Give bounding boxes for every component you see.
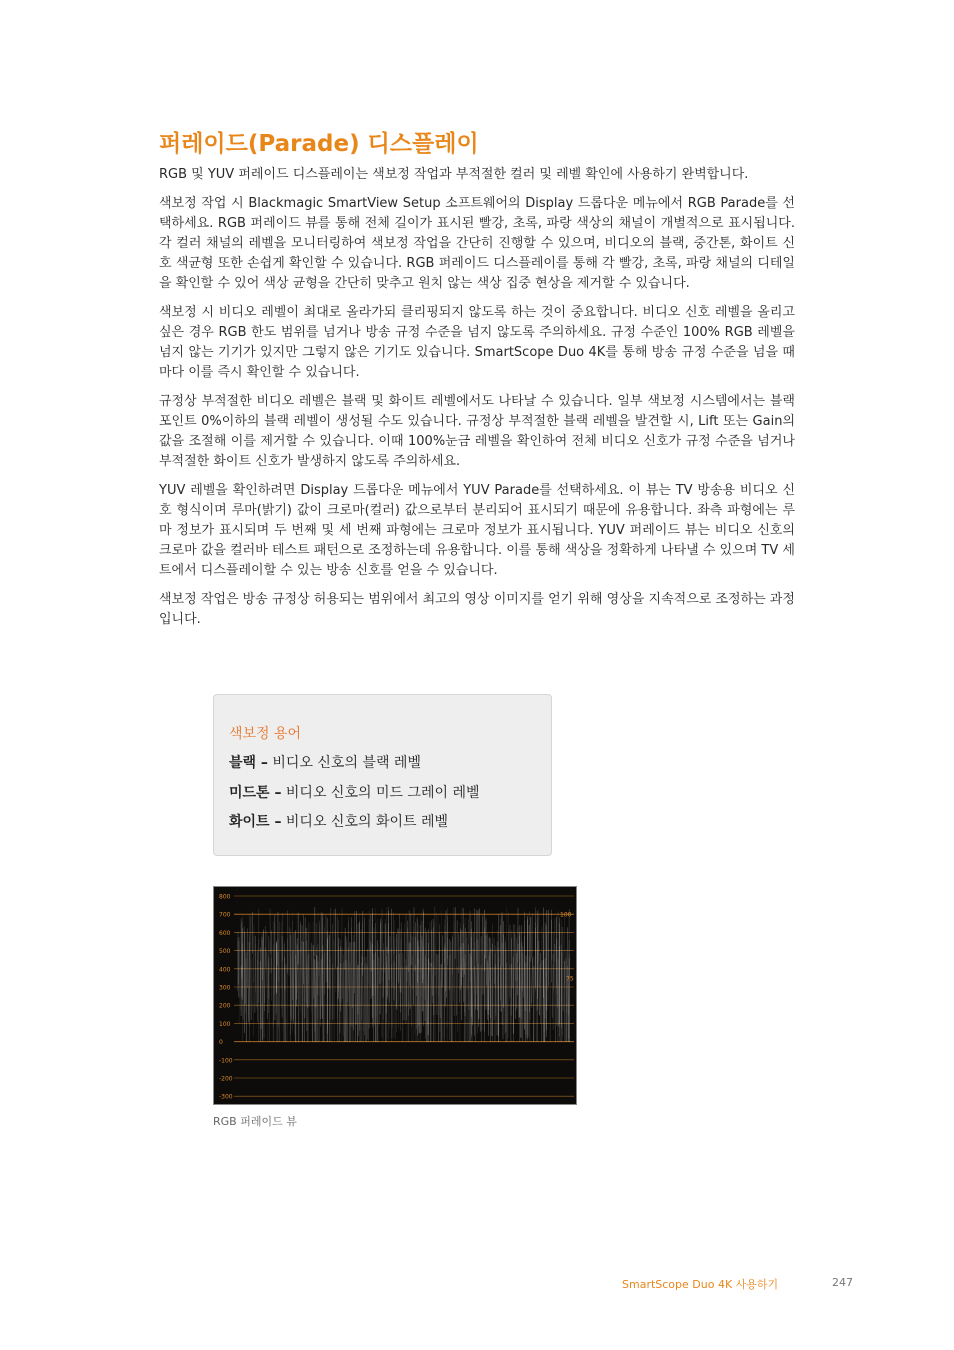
page-heading: 퍼레이드(Parade) 디스플레이 bbox=[159, 131, 479, 157]
glossary-desc: 비디오 신호의 블랙 레벨 bbox=[272, 755, 421, 771]
paragraph: 규정상 부적절한 비디오 레벨은 블랙 및 화이트 레벨에서도 나타날 수 있습니다. 일부 색보정 시스템에서는 블랙 포인트 0%이하의 블랙 레벨이 생성될 수도 있습니다. 규정상 부적절한 블랙 레벨을 발견할 시, Lift 또는 Gain의 값을 조절해 이를 제거할 수 있습니다. 이때 100%눈금 레벨을 확인하여 전체 비디오 신호가 규정 수준을 넘거나 부적절한 화이트 신호가 발생하지 않도록 주의하세요. bbox=[159, 394, 795, 469]
figure-caption: RGB 퍼레이드 뷰 bbox=[213, 1115, 297, 1128]
scale-label: 300 bbox=[219, 984, 231, 992]
scale-label: 600 bbox=[219, 929, 231, 937]
paragraph: 색보정 시 비디오 레벨이 최대로 올라가되 클리핑되지 않도록 하는 것이 중요합니다. 비디오 신호 레벨을 올리고 싶은 경우 RGB 한도 범위를 넘거나 방송 규정 수준을 넘지 않도록 주의하세요. 규정 수준인 100% RGB 레벨을 넘지 않는 기기가 있지만 그렇지 않은 기기도 있습니다. SmartScope Duo 4K를 통해 방송 규정 수준을 넘을 때마다 이를 즉시 확인할 수 있습니다. bbox=[159, 305, 795, 380]
scale-label: -300 bbox=[219, 1093, 233, 1101]
scale-label: -200 bbox=[219, 1075, 233, 1083]
glossary-term: 화이트 – bbox=[229, 814, 282, 830]
scale-label: 500 bbox=[219, 948, 231, 956]
glossary-title: 색보정 용어 bbox=[229, 726, 302, 742]
rgb-parade-scope-image bbox=[213, 886, 577, 1105]
right-scale-label: 100 bbox=[560, 911, 572, 919]
glossary-term: 블랙 – bbox=[229, 755, 268, 771]
scale-label: 700 bbox=[219, 911, 231, 919]
page-number: 247 bbox=[832, 1276, 853, 1289]
paragraph: 색보정 작업은 방송 규정상 허용되는 범위에서 최고의 영상 이미지를 얻기 위해 영상을 지속적으로 조정하는 과정입니다. bbox=[159, 592, 795, 627]
paragraph: 색보정 작업 시 Blackmagic SmartView Setup 소프트웨어의 Display 드롭다운 메뉴에서 RGB Parade를 선택하세요. RGB 퍼레이드 뷰를 통해 전체 길이가 표시된 빨강, 초록, 파랑 색상의 채널이 개별적으로 표시됩니다. 각 컬러 채널의 레벨을 모니터링하여 색보정 작업을 간단히 진행할 수 있으며, 비디오의 블랙, 중간톤, 화이트 신호 색균형 또한 손쉽게 확인할 수 있습니다. RGB 퍼레이드 디스플레이를 통해 각 빨강, 초록, 파랑 채널의 디테일을 확인할 수 있어 색상 균형을 간단히 맞추고 원치 않는 색상 집중 현상을 제거할 수 있습니다. bbox=[159, 196, 795, 291]
scale-label: 0 bbox=[219, 1039, 223, 1047]
footer-title: SmartScope Duo 4K 사용하기 bbox=[622, 1278, 779, 1291]
scale-label: 100 bbox=[219, 1020, 231, 1028]
glossary-item bbox=[229, 811, 448, 831]
scale-label: 800 bbox=[219, 893, 231, 901]
glossary-desc: 비디오 신호의 미드 그레이 레벨 bbox=[285, 785, 480, 801]
scale-label: 200 bbox=[219, 1002, 231, 1010]
body-text bbox=[159, 165, 795, 639]
paragraph: YUV 레벨을 확인하려면 Display 드롭다운 메뉴에서 YUV Parade를 선택하세요. 이 뷰는 TV 방송용 비디오 신호 형식이며 루마(밝기) 값이 크로마(컬러) 값으로부터 분리되어 표시되기 때문에 유용합니다. 좌측 파형에는 루마 정보가 표시되며 두 번째 및 세 번째 파형에는 크로마 정보가 표시됩니다. YUV 퍼레이드 뷰는 비디오 신호의 크로마 값을 컬러바 테스트 패턴으로 조정하는데 유용합니다. 이를 통해 색상을 정확하게 나타낼 수 있으며 TV 세트에서 디스플레이할 수 있는 방송 신호를 얻을 수 있습니다. bbox=[159, 483, 795, 578]
scale-label: -100 bbox=[219, 1057, 233, 1065]
glossary-box bbox=[213, 694, 552, 856]
glossary-item bbox=[229, 782, 480, 802]
glossary-term: 미드톤 – bbox=[229, 785, 282, 801]
right-scale-label: 75 bbox=[566, 975, 574, 983]
paragraph: RGB 및 YUV 퍼레이드 디스플레이는 색보정 작업과 부적절한 컬러 및 레벨 확인에 사용하기 완벽합니다. bbox=[159, 167, 749, 182]
glossary-desc: 비디오 신호의 화이트 레벨 bbox=[285, 814, 449, 830]
scale-label: 400 bbox=[219, 966, 231, 974]
glossary-item bbox=[229, 752, 421, 772]
